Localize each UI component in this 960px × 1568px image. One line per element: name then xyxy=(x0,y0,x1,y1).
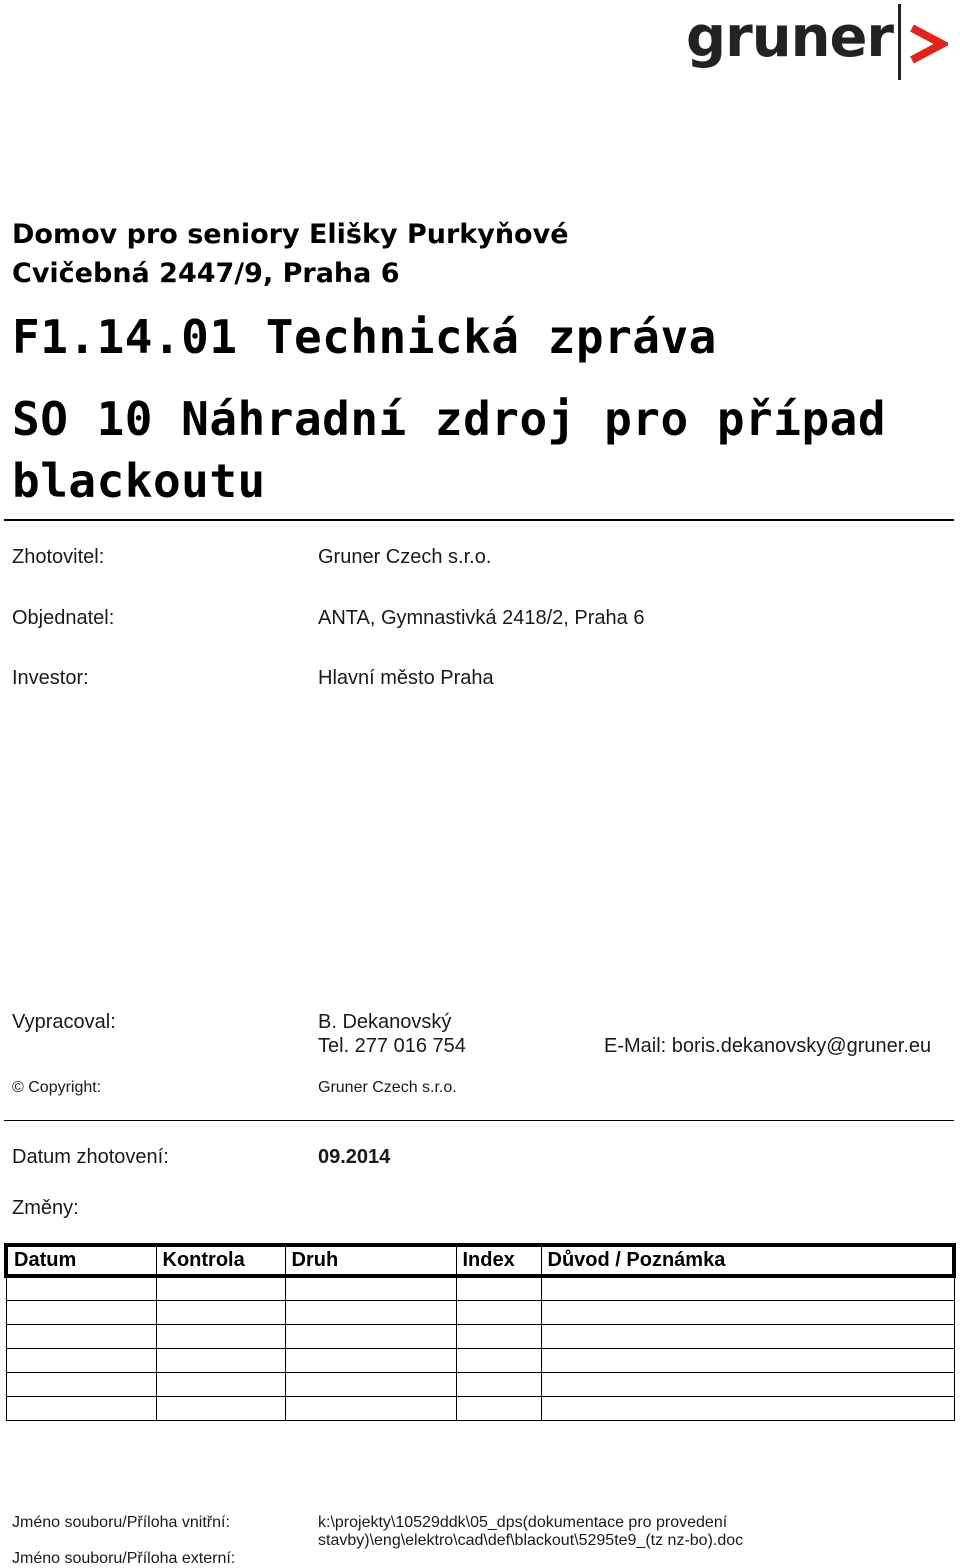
table-row xyxy=(6,1300,954,1324)
investor-value: Hlavní město Praha xyxy=(318,667,494,689)
changes-label: Změny: xyxy=(12,1197,79,1219)
contractor-label: Zhotovitel: xyxy=(12,546,105,568)
logo-wordmark: gruner xyxy=(686,5,894,70)
gruner-logo xyxy=(686,2,952,82)
copyright-value: Gruner Czech s.r.o. xyxy=(318,1079,457,1096)
author-name: B. Dekanovský xyxy=(318,1011,452,1033)
table-cell xyxy=(285,1324,456,1348)
author-divider xyxy=(4,1120,954,1121)
table-cell xyxy=(541,1276,954,1300)
table-cell xyxy=(541,1372,954,1396)
table-row xyxy=(6,1276,954,1300)
table-cell xyxy=(285,1348,456,1372)
table-cell xyxy=(156,1372,285,1396)
table-cell xyxy=(156,1348,285,1372)
author-email: E-Mail: boris.dekanovsky@gruner.eu xyxy=(604,1035,932,1057)
table-cell xyxy=(285,1396,456,1420)
author-label: Vypracoval: xyxy=(12,1011,116,1033)
project-address: Cvičebná 2447/9, Praha 6 xyxy=(12,258,400,289)
internal-file-path-2: stavby)\eng\elektro\cad\def\blackout\5295te9_(tz nz-bo).doc xyxy=(318,1532,744,1549)
logo-chevron-icon xyxy=(908,24,948,64)
table-row xyxy=(6,1372,954,1396)
table-row xyxy=(6,1324,954,1348)
col-header-date: Datum xyxy=(6,1245,156,1276)
table-cell xyxy=(6,1348,156,1372)
table-cell xyxy=(456,1372,541,1396)
table-cell xyxy=(6,1276,156,1300)
copyright-label: Copyright: xyxy=(28,1079,102,1096)
internal-file-path-1: k:\projekty\10529ddk\05_dps(dokumentace pro provedení xyxy=(318,1514,728,1531)
author-phone: Tel. 277 016 754 xyxy=(318,1035,466,1057)
created-date-value: 09.2014 xyxy=(318,1146,391,1168)
table-cell xyxy=(541,1396,954,1420)
contractor-value: Gruner Czech s.r.o. xyxy=(318,546,492,568)
changes-table-header xyxy=(6,1245,954,1276)
table-cell xyxy=(541,1348,954,1372)
table-row xyxy=(6,1396,954,1420)
investor-label: Investor: xyxy=(12,667,89,689)
created-date-label: Datum zhotovení: xyxy=(12,1146,169,1168)
document-subtitle-2: blackoutu xyxy=(12,454,266,508)
document-title: F1.14.01 Technická zpráva xyxy=(12,310,717,364)
table-cell xyxy=(6,1300,156,1324)
table-cell xyxy=(156,1324,285,1348)
col-header-type: Druh xyxy=(285,1245,456,1276)
document-subtitle-1: SO 10 Náhradní zdroj pro případ xyxy=(12,392,887,446)
table-cell xyxy=(285,1372,456,1396)
table-cell xyxy=(456,1300,541,1324)
table-cell xyxy=(156,1300,285,1324)
table-cell xyxy=(456,1396,541,1420)
copyright-icon: © xyxy=(12,1079,24,1096)
table-cell xyxy=(6,1324,156,1348)
logo-divider xyxy=(898,4,901,80)
title-divider xyxy=(4,519,954,521)
copyright-line xyxy=(12,1078,101,1098)
table-cell xyxy=(456,1324,541,1348)
col-header-index: Index xyxy=(456,1245,541,1276)
col-header-check: Kontrola xyxy=(156,1245,285,1276)
client-label: Objednatel: xyxy=(12,607,115,629)
table-cell xyxy=(541,1300,954,1324)
table-row xyxy=(6,1348,954,1372)
col-header-reason: Důvod / Poznámka xyxy=(541,1245,954,1276)
table-cell xyxy=(541,1324,954,1348)
internal-file-label: Jméno souboru/Příloha vnitřní: xyxy=(12,1514,230,1531)
table-cell xyxy=(285,1300,456,1324)
table-cell xyxy=(456,1348,541,1372)
external-file-label: Jméno souboru/Příloha externí: xyxy=(12,1550,236,1567)
client-value: ANTA, Gymnastivká 2418/2, Praha 6 xyxy=(318,607,645,629)
table-cell xyxy=(6,1372,156,1396)
changes-table xyxy=(4,1243,956,1421)
table-cell xyxy=(6,1396,156,1420)
project-name: Domov pro seniory Elišky Purkyňové xyxy=(12,219,569,250)
table-cell xyxy=(456,1276,541,1300)
table-cell xyxy=(285,1276,456,1300)
table-cell xyxy=(156,1396,285,1420)
table-cell xyxy=(156,1276,285,1300)
